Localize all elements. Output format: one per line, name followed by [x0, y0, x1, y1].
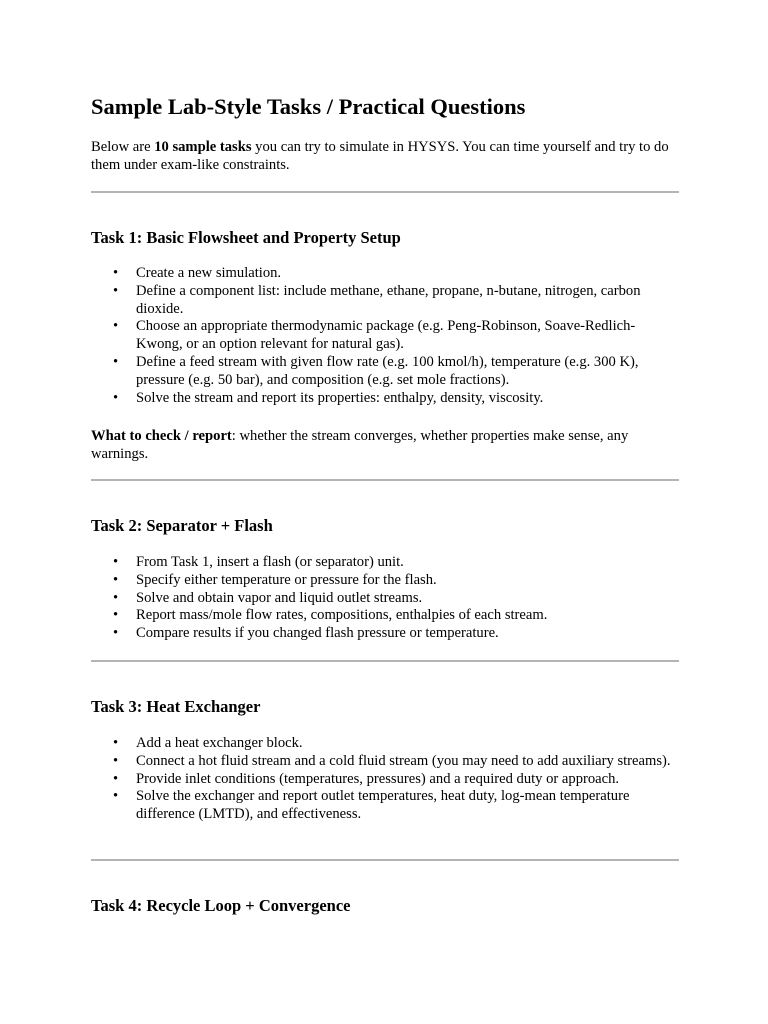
- divider-2: [91, 479, 679, 481]
- list-item-text: Create a new simulation.: [136, 265, 282, 281]
- page-title: Sample Lab-Style Tasks / Practical Questions: [91, 94, 526, 119]
- list-item-text: Compare results if you changed flash pressure or temperature.: [136, 625, 499, 642]
- check-text: : whether the stream converges, whether properties make sense, any warnings.: [91, 428, 629, 462]
- bullet-icon: •: [113, 625, 119, 642]
- list-item: [91, 572, 679, 590]
- task-2-list: [91, 554, 679, 643]
- list-item-text: Solve the exchanger and report outlet temperatures, heat duty, log-mean temperature difference (LMTD), and effectiveness.: [136, 788, 630, 823]
- divider-3: [91, 660, 679, 662]
- list-item: [91, 735, 679, 753]
- bullet-icon: •: [113, 788, 119, 805]
- task-1-check: [91, 427, 679, 463]
- bullet-icon: •: [113, 571, 119, 588]
- list-item-text: Add a heat exchanger block.: [136, 735, 303, 751]
- list-item-text: Connect a hot fluid stream and a cold fluid stream (you may need to add auxiliary streams).: [136, 752, 671, 769]
- bullet-icon: •: [113, 554, 119, 570]
- bullet-icon: •: [113, 735, 119, 751]
- list-item-text: Specify either temperature or pressure for the flash.: [136, 571, 437, 588]
- list-item: [91, 283, 679, 319]
- list-item: [91, 607, 679, 625]
- divider-1: [91, 191, 679, 193]
- list-item: [91, 788, 679, 824]
- list-item-text: Provide inlet conditions (temperatures, pressures) and a required duty or approach.: [136, 770, 620, 787]
- list-item: [91, 753, 679, 771]
- divider-4: [91, 859, 679, 861]
- list-item-text: Choose an appropriate thermodynamic package (e.g. Peng-Robinson, Soave-Redlich-Kwong, or an option relevant for natural gas).: [136, 318, 636, 353]
- check-label: What to check / report: [91, 428, 232, 444]
- bullet-icon: •: [113, 282, 119, 299]
- intro-text-before: Below are: [91, 139, 155, 155]
- bullet-icon: •: [113, 752, 119, 769]
- task-2-heading: Task 2: Separator + Flash: [91, 516, 273, 535]
- task-1-list: [91, 265, 679, 407]
- list-item: [91, 354, 679, 390]
- list-item: [91, 265, 679, 283]
- list-item: [91, 590, 679, 608]
- list-item: [91, 554, 679, 572]
- list-item: [91, 390, 679, 408]
- list-item-text: From Task 1, insert a flash (or separator) unit.: [136, 554, 404, 570]
- task-3-heading: Task 3: Heat Exchanger: [91, 697, 261, 716]
- list-item: [91, 771, 679, 789]
- intro-paragraph: [91, 138, 679, 174]
- intro-text-bold: 10 sample tasks: [154, 139, 252, 155]
- bullet-icon: •: [113, 353, 119, 370]
- list-item-text: Solve and obtain vapor and liquid outlet streams.: [136, 589, 423, 606]
- bullet-icon: •: [113, 318, 119, 335]
- bullet-icon: •: [113, 389, 119, 406]
- list-item-text: Define a component list: include methane, ethane, propane, n-butane, nitrogen, carbon dioxide.: [136, 282, 641, 317]
- bullet-icon: •: [113, 589, 119, 606]
- bullet-icon: •: [113, 265, 119, 281]
- task-4-heading: Task 4: Recycle Loop + Convergence: [91, 896, 351, 915]
- list-item: [91, 318, 679, 354]
- list-item-text: Define a feed stream with given flow rate (e.g. 100 kmol/h), temperature (e.g. 300 K), pressure (e.g. 50 bar), and composition (e.g. set mole fractions).: [136, 353, 639, 388]
- list-item-text: Solve the stream and report its properties: enthalpy, density, viscosity.: [136, 389, 544, 406]
- list-item-text: Report mass/mole flow rates, compositions, enthalpies of each stream.: [136, 607, 548, 624]
- intro-text-after: you can try to simulate in HYSYS. You can time yourself and try to do them under exam-like constraints.: [91, 139, 669, 173]
- task-3-list: [91, 735, 679, 824]
- bullet-icon: •: [113, 770, 119, 787]
- task-1-heading: Task 1: Basic Flowsheet and Property Setup: [91, 228, 401, 247]
- bullet-icon: •: [113, 607, 119, 624]
- list-item: [91, 625, 679, 643]
